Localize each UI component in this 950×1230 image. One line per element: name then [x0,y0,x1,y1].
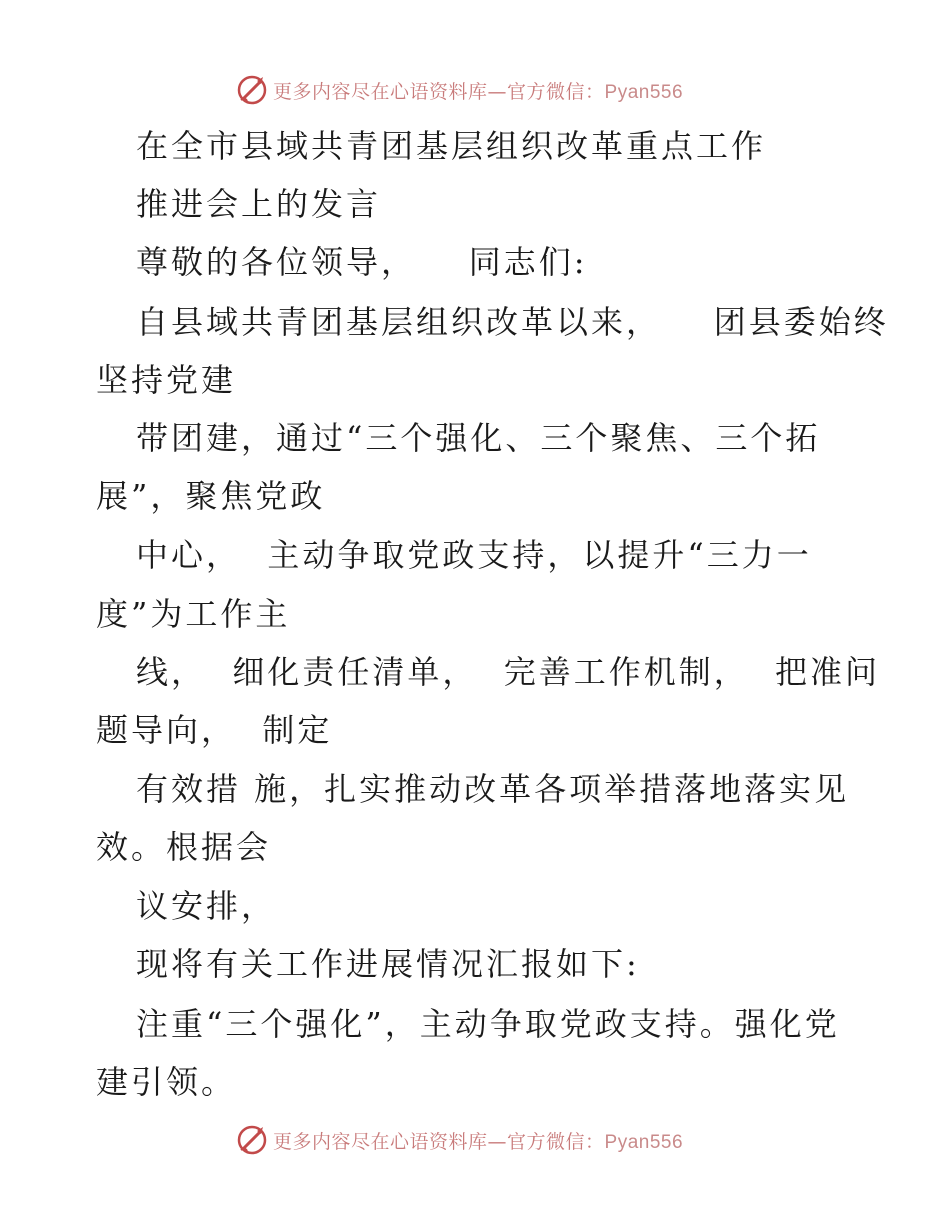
body-line: 有效措 施，扎实推动改革各项举措落地落实见 [136,770,850,808]
header-watermark [235,72,683,108]
body-line: 现将有关工作进展情况汇报如下: [136,945,640,983]
document-title-line-2: 推进会上的发言 [136,185,382,223]
body-line: 展”，聚焦党政 [96,477,326,515]
watermark-text: 更多内容尽在心语资料库—官方微信：Pyan556 [273,80,684,103]
document-title-line-1: 在全市县域共青团基层组织改革重点工作 [136,127,767,165]
body-line: 议安排， [136,887,277,925]
body-line: 题导向， 制定 [96,711,333,749]
body-line: 带团建，通过“三个强化、三个聚焦、三个拓 [136,419,821,457]
body-line: 坚持党建 [96,361,237,399]
footer-watermark [235,1122,683,1158]
body-line: 线， 细化责任清单， 完善工作机制， 把准问 [136,653,881,691]
watermark-id: Pyan556 [604,1131,684,1153]
salutation: 尊敬的各位领导， 同志们: [136,243,588,281]
body-line: 中心， 主动争取党政支持，以提升“三力一 [136,536,812,574]
watermark-text: 更多内容尽在心语资料库—官方微信：Pyan556 [273,1130,684,1153]
body-line: 效。根据会 [96,828,272,866]
body-line: 建引领。 [96,1063,237,1101]
section-heading-line: 注重“三个强化”，主动争取党政支持。强化党 [136,1005,840,1043]
quill-pen-logo-icon [235,1123,269,1157]
quill-pen-logo-icon [235,73,269,107]
body-line: 自县域共青团基层组织改革以来， 团县委始终 [136,303,889,341]
body-line: 度”为工作主 [96,595,291,633]
watermark-id: Pyan556 [604,81,684,103]
